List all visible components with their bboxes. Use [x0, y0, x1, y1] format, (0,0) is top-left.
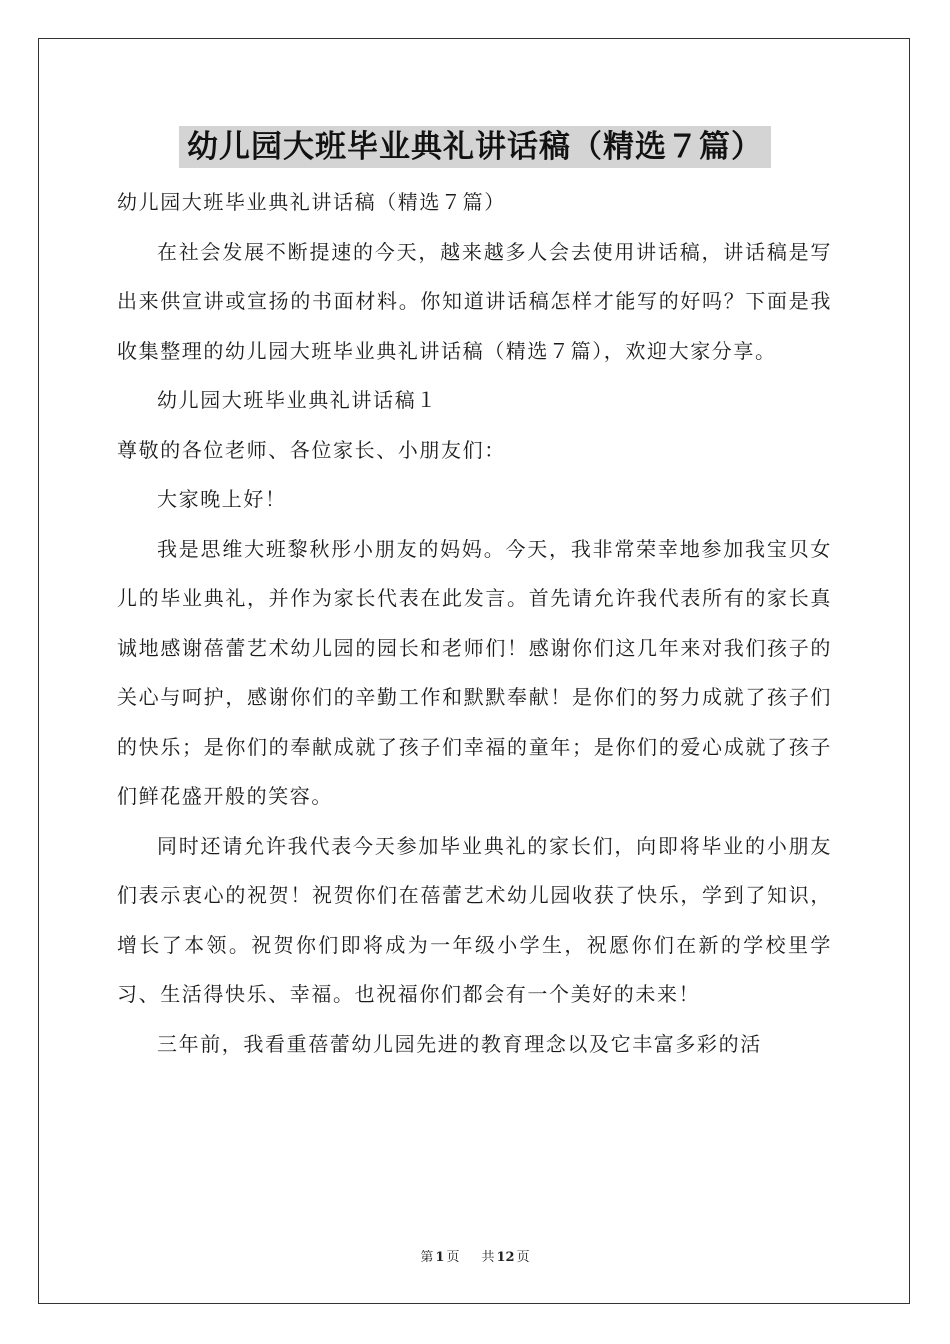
- title-container: [0, 126, 950, 168]
- page-total: 12: [496, 1250, 515, 1265]
- page-prefix: 第: [420, 1250, 434, 1265]
- section-heading: 幼儿园大班毕业典礼讲话稿１: [157, 388, 438, 412]
- salutation: 尊敬的各位老师、各位家长、小朋友们：: [117, 437, 506, 462]
- page-suffix: 页: [446, 1250, 460, 1265]
- greeting: 大家晚上好！: [157, 487, 287, 511]
- body-paragraph: 我是思维大班黎秋彤小朋友的妈妈。今天，我非常荣幸地参加我宝贝女儿的毕业典礼，并作为家长代表在此发言。首先请允许我代表所有的家长真诚地感谢蓓蕾艺术幼儿园的园长和老师们！感谢你们这几年来对我们孩子的关心与呵护，感谢你们的辛勤工作和默默奉献！是你们的努力成就了孩子们的快乐；是你们的奉献成就了孩子们幸福的童年；是你们的爱心成就了孩子们鲜花盛开般的笑容。: [117, 536, 832, 808]
- document-subtitle: 幼儿园大班毕业典礼讲话稿（精选７篇）: [117, 190, 506, 214]
- page-number: 1: [435, 1250, 445, 1265]
- intro-paragraph: 在社会发展不断提速的今天，越来越多人会去使用讲话稿，讲话稿是写出来供宣讲或宣扬的书面材料。你知道讲话稿怎样才能写的好吗？下面是我收集整理的幼儿园大班毕业典礼讲话稿（精选７篇），欢迎大家分享。: [117, 239, 832, 363]
- document-title: 幼儿园大班毕业典礼讲话稿（精选７篇）: [179, 126, 771, 168]
- page-footer: [0, 1246, 950, 1265]
- total-suffix: 页: [516, 1250, 530, 1265]
- document-body: [117, 178, 832, 1069]
- body-paragraph: 三年前，我看重蓓蕾幼儿园先进的教育理念以及它丰富多彩的活: [157, 1031, 762, 1056]
- body-paragraph: 同时还请允许我代表今天参加毕业典礼的家长们，向即将毕业的小朋友们表示衷心的祝贺！祝贺你们在蓓蕾艺术幼儿园收获了快乐，学到了知识，增长了本领。祝贺你们即将成为一年级小学生，祝愿你们在新的学校里学习、生活得快乐、幸福。也祝福你们都会有一个美好的未来！: [117, 833, 832, 1006]
- total-prefix: 共: [481, 1250, 495, 1265]
